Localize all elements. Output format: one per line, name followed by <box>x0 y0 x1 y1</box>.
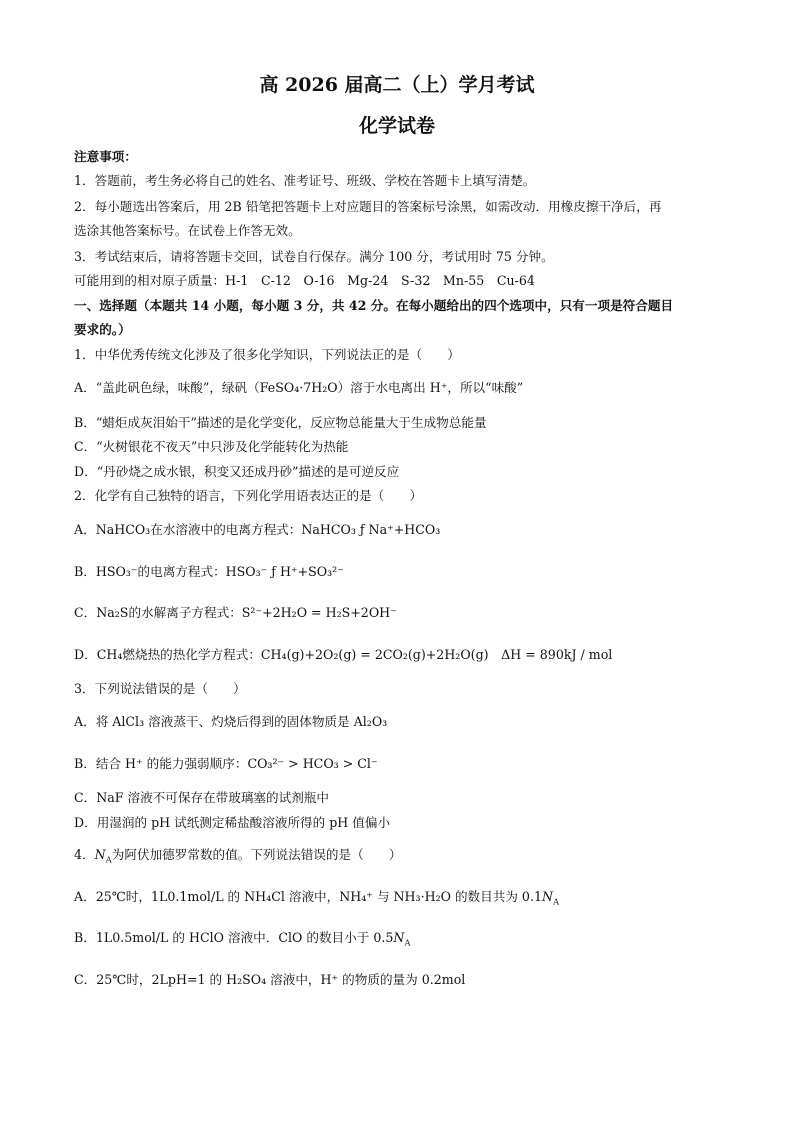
q2-a-equation: NaHCO₃ ƒ Na⁺+HCO₃ <box>301 522 441 537</box>
q2-d-equation: CH₄(g)+2O₂(g) = 2CO₂(g)+2H₂O(g) ΔH = 890kJ / mol <box>260 647 613 662</box>
q2-c-label: C． <box>74 605 97 620</box>
note-item-1: 1．答题前，考生务必将自己的姓名、准考证号、班级、学校在答题卡上填写清楚。 <box>74 173 536 188</box>
q1-option-a <box>74 379 724 397</box>
q1-stem: 1．中华优秀传统文化涉及了很多化学知识，下列说法正的是（ ） <box>74 347 460 362</box>
q4-avogadro-symbol: N <box>94 847 106 862</box>
q1-a-pre: A．“盖此矾色绿，味酸”，绿矾（ <box>74 380 260 395</box>
q2-option-b <box>74 563 724 581</box>
q4-avogadro-subscript: A <box>105 855 112 866</box>
q4-option-c: C．25℃时，2LpH=1 的 H₂SO₄ 溶液中，H⁺ 的物质的量为 0.2mol <box>74 972 466 987</box>
q2-d-text: 燃烧热的热化学方程式： <box>122 647 261 662</box>
q1-a-post: ）溶于水电离出 H⁺，所以“味酸” <box>337 380 524 395</box>
q1-option-d: D．“丹砂烧之成水银，积变又还成丹砂”描述的是可逆反应 <box>74 464 400 479</box>
q2-a-label: A． <box>74 522 96 537</box>
q4-option-b <box>74 929 724 947</box>
q4-option-a <box>74 888 724 906</box>
q3-stem: 3．下列说法错误的是（ ） <box>74 681 246 696</box>
q2-a-text: 在水溶液中的电离方程式： <box>150 522 302 537</box>
q3-option-d: D．用湿润的 pH 试纸测定稀盐酸溶液所得的 pH 值偏小 <box>74 815 391 830</box>
notes-heading: 注意事项： <box>74 149 137 164</box>
q2-a-formula: NaHCO₃ <box>95 522 151 537</box>
q3-a-mid: 溶液蒸干、灼烧后得到的固体物质是 <box>144 714 354 729</box>
note-item-3: 3．考试结束后，请将答题卡交回，试卷自行保存。满分 100 分，考试用时 75 分钟。 <box>74 249 554 264</box>
q3-a-pre: A．将 <box>74 714 113 729</box>
q2-stem: 2．化学有自己独特的语言，下列化学用语表达正的是（ ） <box>74 488 423 503</box>
q2-d-formula: CH₄ <box>96 647 123 662</box>
q3-option-a <box>74 713 724 731</box>
q1-a-formula: FeSO₄·7H₂O <box>259 380 338 395</box>
q4-b-avogadro-symbol: N <box>393 930 405 945</box>
q2-option-c <box>74 604 724 622</box>
q2-option-a <box>74 521 724 539</box>
q1-option-b: B．“蜡炬成灰泪始干”描述的是化学变化，反应物总能量大于生成物总能量 <box>74 415 487 430</box>
q2-b-equation: HSO₃⁻ ƒ H⁺+SO₃²⁻ <box>225 564 344 579</box>
atomic-masses: 可能用到的相对原子质量：H-1 C-12 O-16 Mg-24 S-32 Mn-55 Cu-64 <box>74 273 535 288</box>
q3-b-pre: B．结合 H⁺ 的能力强弱顺序： <box>74 756 248 771</box>
q2-b-label: B． <box>74 564 96 579</box>
section-heading-a: 一、选择题（本题共 14 小题，每小题 3 分，共 42 分。在每小题给出的四个选项中，只有一项是符合题目 <box>74 298 674 313</box>
q2-c-equation: S²⁻+2H₂O = H₂S+2OH⁻ <box>241 605 397 620</box>
q4-stem-text: 为阿伏加德罗常数的值。下列说法错误的是（ ） <box>111 847 402 862</box>
q2-d-label: D． <box>74 647 97 662</box>
exam-title: 高 2026 届高二（上）学月考试 <box>259 74 535 96</box>
q4-number: 4． <box>74 847 95 862</box>
q4-a-avogadro-symbol: N <box>541 889 553 904</box>
q3-b-equation: CO₃²⁻ > HCO₃ > Cl⁻ <box>247 756 378 771</box>
q2-c-formula: Na₂S <box>96 605 129 620</box>
section-heading-b: 要求的。） <box>74 322 131 337</box>
q4-b-text: B．1L0.5mol/L 的 HClO 溶液中．ClO 的数目小于 0.5 <box>74 930 394 945</box>
q2-b-formula: HSO₃⁻ <box>95 564 138 579</box>
note-item-2b: 选涂其他答案标号。在试卷上作答无效。 <box>74 223 301 238</box>
q1-option-c: C．“火树银花不夜天”中只涉及化学能转化为热能 <box>74 439 349 454</box>
q2-c-text: 的水解离子方程式： <box>128 605 242 620</box>
q4-a-text: A．25℃时，1L0.1mol/L 的 NH₄Cl 溶液中，NH₄⁺ 与 NH₃·H₂O 的数目共为 0.1 <box>74 889 542 904</box>
exam-subtitle: 化学试卷 <box>358 115 435 137</box>
q4-stem <box>74 846 724 864</box>
q2-b-text: 的电离方程式： <box>137 564 226 579</box>
q3-option-b <box>74 755 724 773</box>
q4-a-avogadro-subscript: A <box>553 897 560 908</box>
note-item-2a: 2．每小题选出答案后，用 2B 铅笔把答题卡上对应题目的答案标号涂黑，如需改动．用橡皮擦干净后，再 <box>74 199 662 214</box>
q3-a-formula1: AlCl₃ <box>112 714 145 729</box>
q2-option-d <box>74 646 724 664</box>
q4-b-avogadro-subscript: A <box>404 938 411 949</box>
q3-option-c: C．NaF 溶液不可保存在带玻璃塞的试剂瓶中 <box>74 790 329 805</box>
q3-a-formula2: Al₂O₃ <box>353 714 388 729</box>
